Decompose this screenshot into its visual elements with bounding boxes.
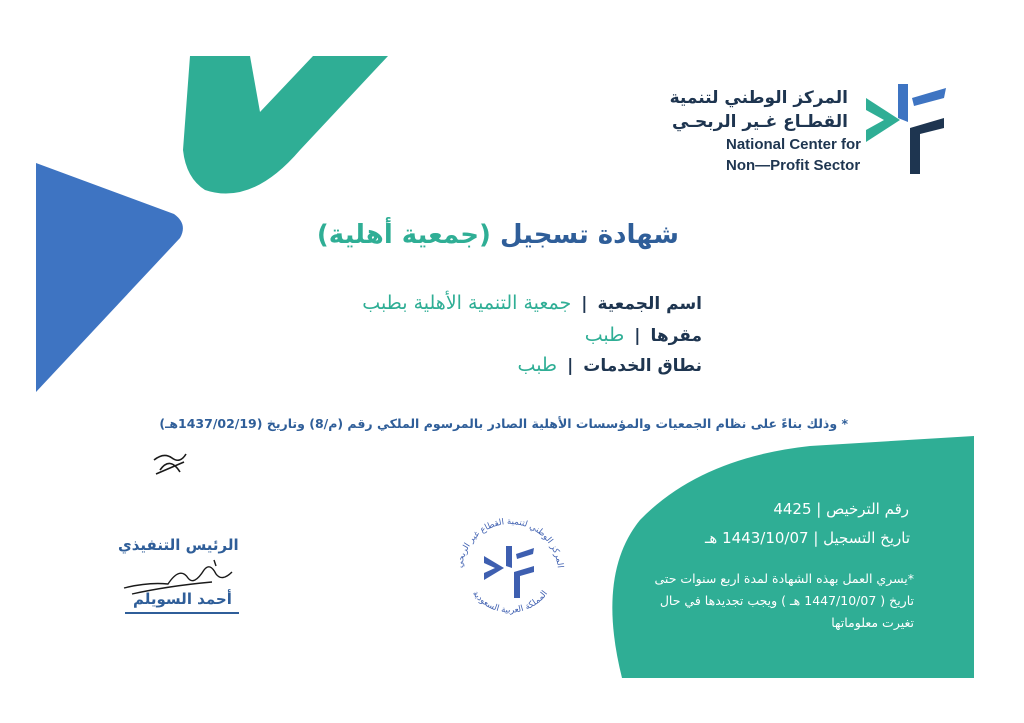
field-value-service-scope: طبب <box>517 354 558 376</box>
signature-underline <box>125 612 239 614</box>
seal-logo-icon <box>484 546 534 598</box>
initials-signature <box>150 448 192 478</box>
org-name-ar-line1: المركز الوطني لتنمية <box>669 88 848 108</box>
field-separator: | <box>581 294 588 314</box>
ncnp-logo-icon <box>866 76 946 176</box>
validity-note-line3: تغيرت معلوماتها <box>831 615 914 630</box>
field-label-name: اسم الجمعية <box>597 294 702 314</box>
field-row-name <box>362 292 702 314</box>
seal-text-top: المركز الوطني لتنمية القطاع غير الربحي <box>455 516 565 569</box>
field-label-headquarters: مقرها <box>650 326 702 346</box>
certificate-title <box>317 220 679 250</box>
org-name-en-line1: National Center for <box>726 136 862 153</box>
teal-chevron-shape <box>183 56 388 194</box>
org-name-ar-line2: القطـاع غـير الربحـي <box>671 112 848 132</box>
header-logo <box>669 76 946 180</box>
certificate-title-type: (جمعية أهلية) <box>316 220 491 250</box>
field-separator: | <box>567 356 574 376</box>
blue-arrow-shape <box>36 163 183 392</box>
seal-text-bottom: المملكة العربية السعودية <box>470 588 550 616</box>
teal-panel-shape <box>612 436 974 678</box>
certificate-title-main: شهادة تسجيل <box>499 220 679 250</box>
registration-date: تاريخ التسجيل | 1443/10/07 هـ <box>705 529 910 547</box>
executive-name: أحمد السويلم <box>133 590 232 608</box>
legal-note: * وذلك بناءً على نظام الجمعيات والمؤسسات الأهلية الصادر بالمرسوم الملكي رقم (م/8) وتاريخ (1437/02/19هـ) <box>159 416 848 431</box>
field-row-service-scope <box>518 354 702 376</box>
official-seal <box>440 510 580 630</box>
executive-title: الرئيس التنفيذي <box>118 536 239 554</box>
org-name-en-line2: Non—Profit Sector <box>726 157 861 174</box>
validity-note-line1: *يسري العمل بهذه الشهادة لمدة اربع سنوات حتى <box>654 571 914 586</box>
field-value-name: جمعية التنمية الأهلية بطبب <box>362 292 572 314</box>
field-row-headquarters <box>585 324 702 346</box>
field-separator: | <box>634 326 641 346</box>
field-value-headquarters: طبب <box>584 324 625 346</box>
validity-note-line2: تاريخ ( 1447/10/07 هـ ) ويجب تجديدها في حال <box>659 593 914 608</box>
svg-text:المملكة العربية السعودية <box>470 589 550 616</box>
field-label-service-scope: نطاق الخدمات <box>583 356 702 376</box>
validity-note <box>655 568 915 634</box>
license-number: رقم الترخيص | 4425 <box>773 500 909 518</box>
